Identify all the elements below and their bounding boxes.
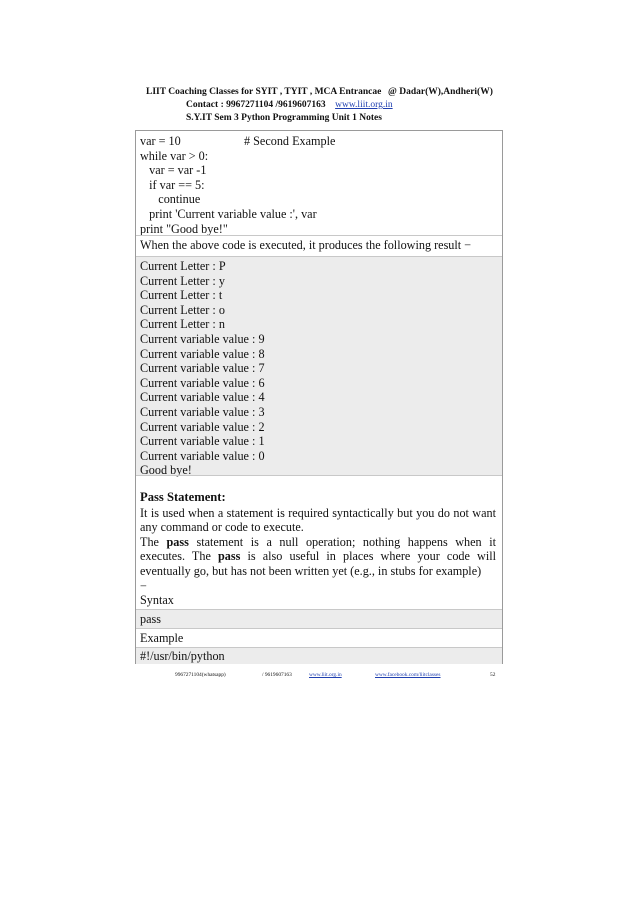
output-line: Current Letter : y xyxy=(140,273,225,288)
syntax-label: Syntax xyxy=(140,593,174,607)
code-line: continue xyxy=(140,192,201,207)
output-line: Current Letter : P xyxy=(140,259,226,273)
header-website-link[interactable]: www.liit.org.in xyxy=(335,100,393,110)
output-line: Current Letter : t xyxy=(140,288,223,303)
output-line: Current variable value : 0 xyxy=(140,448,265,463)
header-institute: LIIT Coaching Classes for SYIT , TYIT , MCA Entrancae xyxy=(146,87,382,97)
syntax-code: pass xyxy=(136,610,502,628)
header-title xyxy=(146,86,493,98)
footer-facebook-link[interactable]: www.facebook.com/liitclasses xyxy=(375,672,441,678)
page-number: 52 xyxy=(490,672,496,678)
output-line: Current variable value : 3 xyxy=(140,404,265,419)
example-code: #!/usr/bin/python xyxy=(136,648,502,664)
code-line: print "Good bye!" xyxy=(140,221,228,236)
header-subtitle: S.Y.IT Sem 3 Python Programming Unit 1 Notes xyxy=(186,113,382,123)
output-line: Good bye! xyxy=(140,463,192,478)
dash-line: − xyxy=(140,578,147,593)
example-label: Example xyxy=(140,631,184,645)
code-example-block xyxy=(136,131,502,235)
output-line: Current Letter : o xyxy=(140,302,225,317)
code-line: var = var -1 xyxy=(140,163,207,178)
output-line: Current Letter : n xyxy=(140,317,225,332)
pass-detail: The pass statement is a null operation; nothing happens when it executes. The pass is also useful in places where your code will eventually go, but has not been written yet (e.g., in stubs for example) xyxy=(140,534,496,578)
code-line: var = 10 xyxy=(140,134,181,148)
output-line: Current variable value : 6 xyxy=(140,375,265,390)
footer-phone: / 9619607163 xyxy=(262,672,292,678)
output-line: Current variable value : 4 xyxy=(140,390,265,405)
output-line: Current variable value : 2 xyxy=(140,419,265,434)
pass-statement-section xyxy=(136,476,502,700)
header-contact xyxy=(186,99,393,111)
keyword-pass: pass xyxy=(166,534,189,549)
output-block xyxy=(136,257,502,478)
output-line: Current variable value : 7 xyxy=(140,361,265,376)
output-line: Current variable value : 9 xyxy=(140,331,265,346)
section-heading: Pass Statement: xyxy=(140,490,226,504)
code-line: while var > 0: xyxy=(140,148,209,163)
footer-website-link[interactable]: www.liit.org.in xyxy=(309,672,342,678)
output-line: Current variable value : 1 xyxy=(140,434,265,449)
result-intro: When the above code is executed, it produces the following result − xyxy=(140,238,472,252)
keyword-pass: pass xyxy=(217,549,241,564)
header-location: @ Dadar(W),Andheri(W) xyxy=(388,87,493,97)
code-line: print 'Current variable value :', var xyxy=(140,206,317,221)
output-line: Current variable value : 8 xyxy=(140,346,265,361)
header-contact-label: Contact : 9967271104 /9619607163 xyxy=(186,100,326,110)
notes-content-box xyxy=(135,130,503,664)
code-line: if var == 5: xyxy=(140,177,205,192)
footer-whatsapp: 9967271104(whatsapp) xyxy=(175,672,226,678)
pass-description: It is used when a statement is required syntactically but you do not want any command or code to execute. xyxy=(140,505,496,535)
code-comment: # Second Example xyxy=(244,134,336,148)
